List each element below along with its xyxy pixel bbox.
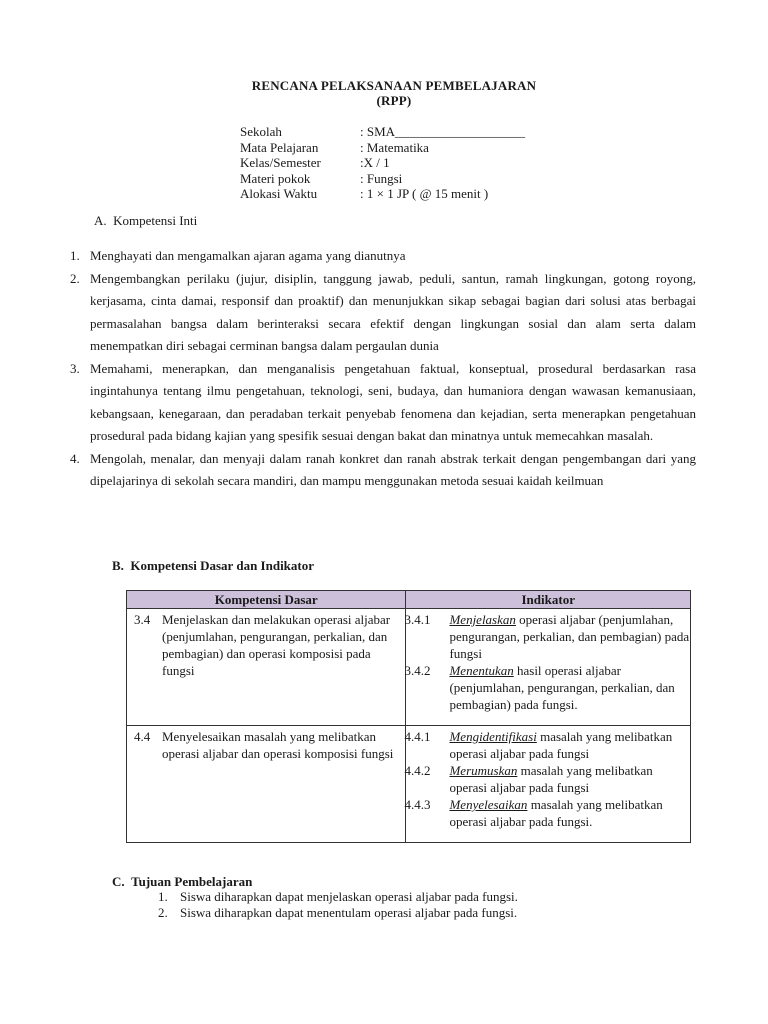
indicator-verb: Menyelesaikan	[449, 797, 528, 812]
indicator-number: 3.4.2	[404, 663, 431, 678]
doc-subtitle: (RPP)	[376, 93, 412, 108]
table-header-row	[127, 591, 691, 609]
indicator-number: 3.4.1	[404, 612, 431, 627]
info-row	[240, 155, 525, 171]
table-row	[127, 726, 691, 843]
info-value: : Fungsi	[360, 170, 403, 186]
indicator-number: 4.4.3	[404, 797, 431, 812]
indicator-verb: Merumuskan	[449, 763, 518, 778]
list-text: Siswa diharapkan dapat menentulam operasi aljabar pada fungsi.	[180, 905, 518, 920]
info-row	[240, 124, 525, 140]
info-value: : Matematika	[360, 139, 429, 155]
indicator-text: masalah yang melibatkan operasi aljabar pada fungsi	[449, 763, 653, 795]
kd-cell	[127, 609, 406, 726]
info-label: Kelas/Semester	[240, 155, 321, 170]
list-item	[158, 905, 518, 921]
info-row	[240, 171, 525, 187]
list-item	[158, 889, 518, 905]
table-header-kd: Kompetensi Dasar	[127, 591, 406, 609]
indicator-item	[406, 611, 690, 662]
info-row	[240, 186, 525, 202]
section-a-heading	[94, 213, 197, 229]
list-text: Mengolah, menalar, dan menyaji dalam ranah konkret dan ranah abstrak terkait dengan pengembangan dari yang dipelajarinya di sekolah secara mandiri, dan mampu menggunakan metoda sesuai kaidah keilmuan	[90, 450, 696, 488]
indicator-item	[406, 762, 690, 796]
section-title: Kompetensi Dasar dan Indikator	[130, 558, 315, 573]
indicator-text: masalah yang melibatkan operasi aljabar pada fungsi	[449, 729, 673, 761]
info-label: Sekolah	[240, 124, 282, 139]
ki-list	[70, 245, 696, 493]
indicator-verb: Menentukan	[449, 663, 514, 678]
kd-cell	[127, 726, 406, 843]
list-item	[70, 245, 696, 268]
section-letter: B.	[112, 558, 124, 573]
list-text: Menghayati dan mengamalkan ajaran agama yang dianutnya	[90, 248, 406, 263]
info-value: : 1 × 1 JP ( @ 15 menit )	[360, 186, 489, 201]
list-text: Memahami, menerapkan, dan menganalisis pengetahuan faktual, konseptual, prosedural berdasarkan rasa ingintahunya tentang ilmu pengetahuan, teknologi, seni, budaya, dan humaniora dengan wawasan kemanusiaan, kebangsaan, kenegaraan, dan peradaban terkait penyebab fenomena dan kejadian, serta menerapkan pengetahuan prosedural pada bidang kajian yang spesifik sesuai dengan bakat dan minatnya untuk memecahkan masalah.	[90, 360, 696, 443]
indicator-number: 4.4.1	[404, 729, 431, 744]
indicator-text: operasi aljabar (penjumlahan, pengurangan, perkalian, dan pembagian) pada fungsi	[449, 612, 690, 661]
kd-text: Menyelesaikan masalah yang melibatkan operasi aljabar dan operasi komposisi fungsi	[162, 729, 394, 761]
kd-number: 3.4	[134, 612, 151, 627]
list-item	[70, 358, 696, 448]
list-number: 2.	[70, 270, 80, 286]
indicator-text: masalah yang melibatkan operasi aljabar pada fungsi.	[449, 797, 663, 829]
section-b-heading	[112, 558, 314, 574]
info-row	[240, 140, 525, 156]
list-number: 1.	[70, 248, 80, 263]
kd-number: 4.4	[134, 729, 151, 744]
doc-title: RENCANA PELAKSANAAN PEMBELAJARAN	[251, 78, 537, 93]
info-label: Materi pokok	[240, 170, 311, 186]
kd-text: Menjelaskan dan melakukan operasi aljabar (penjumlahan, pengurangan, perkalian, dan pembagian) dan operasi komposisi pada fungsi	[162, 612, 391, 678]
indicator-verb: Menjelaskan	[449, 612, 516, 627]
indicator-cell	[406, 609, 691, 726]
indicator-item	[406, 662, 690, 713]
section-letter: A.	[94, 213, 107, 228]
section-c-heading	[112, 874, 252, 890]
list-number: 4.	[70, 450, 80, 466]
list-item	[70, 448, 696, 493]
list-item	[70, 268, 696, 358]
list-number: 2.	[158, 905, 168, 920]
indicator-item	[406, 728, 690, 762]
list-text: Mengembangkan perilaku (jujur, disiplin, tanggung jawab, peduli, santun, ramah lingkungan, gotong royong, kerjasama, cinta damai, responsif dan proaktif) dan menunjukkan sikap sebagai bagian dari solusi atas berbagai permasalahan bangsa dalam berinteraksi secara efektif dengan lingkungan sosial dan alam serta dalam menempatkan diri sebagai cerminan bangsa dalam pergaulan dunia	[90, 270, 696, 353]
section-title: Tujuan Pembelajaran	[131, 874, 253, 889]
section-title: Kompetensi Inti	[113, 213, 198, 228]
indicator-verb: Mengidentifikasi	[449, 729, 537, 744]
list-text: Siswa diharapkan dapat menjelaskan operasi aljabar pada fungsi.	[180, 889, 518, 904]
indicator-cell	[406, 726, 691, 843]
indicator-number: 4.4.2	[404, 763, 431, 778]
indicator-text: hasil operasi aljabar (penjumlahan, pengurangan, perkalian, dan pembagian) pada fungsi.	[449, 663, 675, 712]
table-row	[127, 609, 691, 726]
info-value: :X / 1	[360, 155, 390, 170]
info-value: : SMA____________________	[360, 124, 526, 139]
kd-indicator-table	[126, 590, 691, 843]
info-label: Mata Pelajaran	[240, 139, 319, 155]
list-number: 1.	[158, 889, 168, 904]
section-letter: C.	[112, 874, 125, 889]
identity-block	[240, 124, 525, 202]
info-label: Alokasi Waktu	[240, 186, 318, 201]
table-header-indikator: Indikator	[406, 591, 691, 609]
indicator-item	[406, 796, 690, 830]
tujuan-list	[158, 889, 518, 921]
list-number: 3.	[70, 360, 80, 376]
